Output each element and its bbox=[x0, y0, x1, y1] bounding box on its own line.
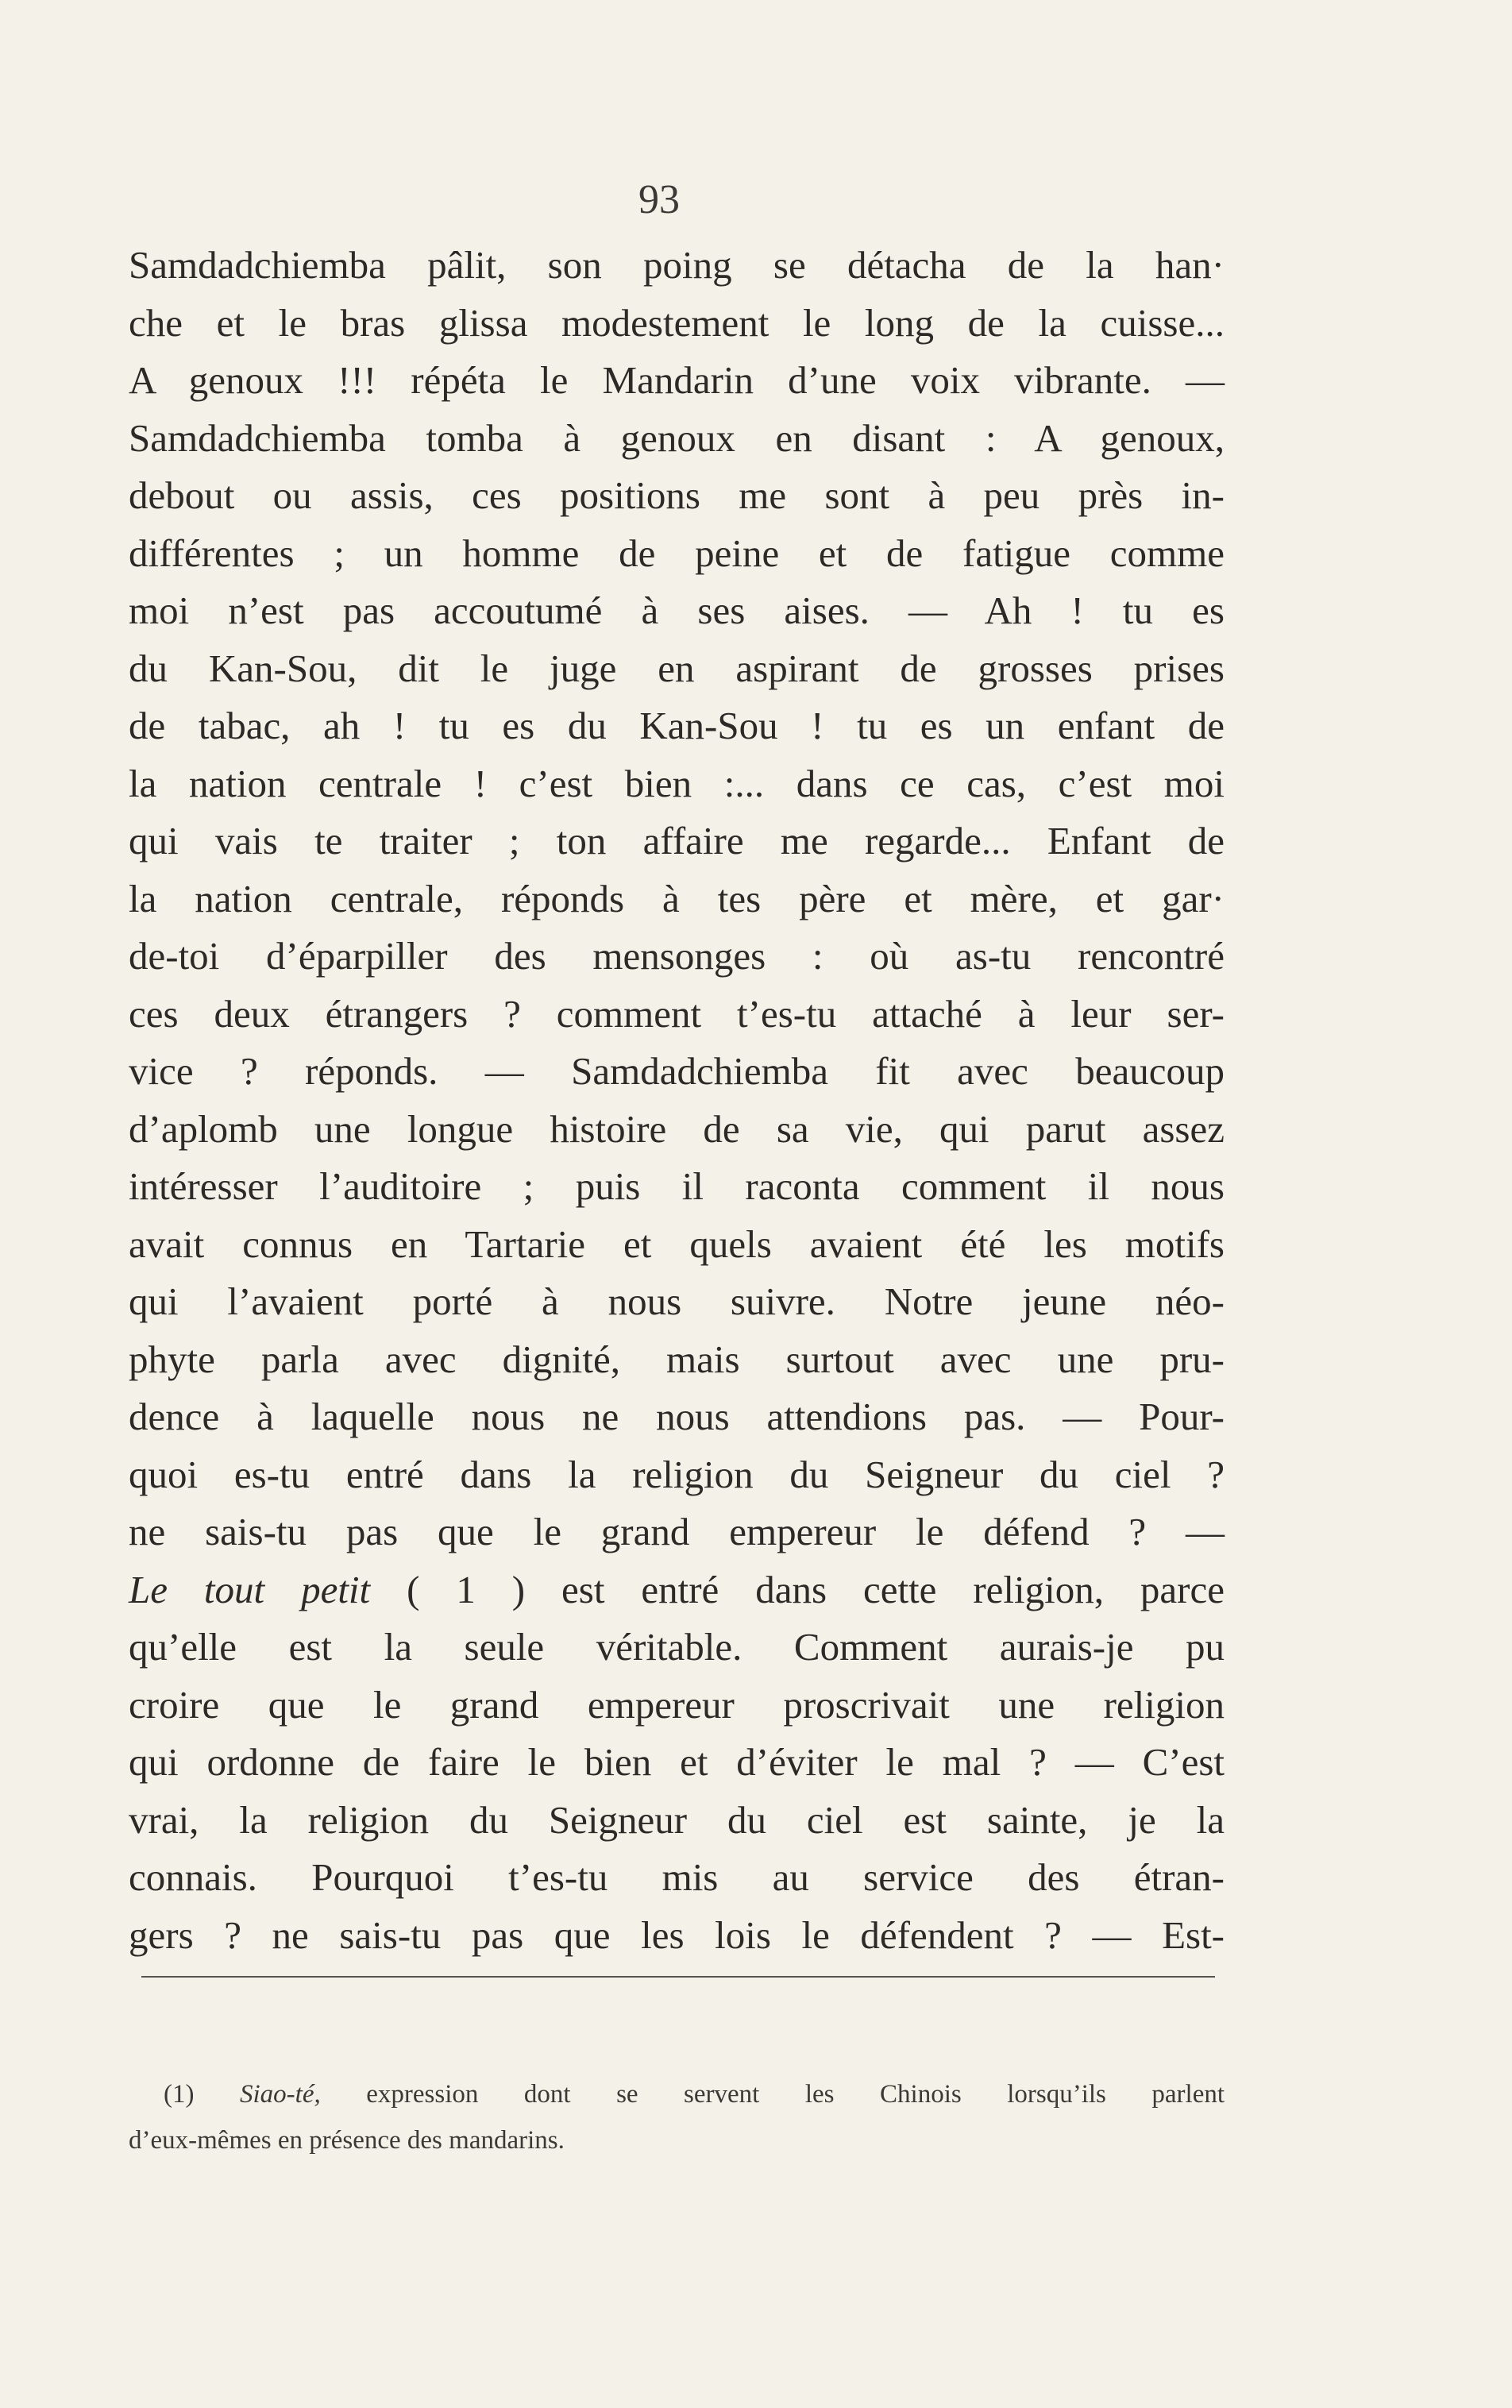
text-line: Samdadchiemba pâlit, son poing se détacha de la han· bbox=[129, 243, 1225, 287]
text-line: d’aplomb une longue histoire de sa vie, qui parut assez bbox=[129, 1106, 1225, 1151]
footnote bbox=[129, 2071, 1225, 2163]
text-line-with-italic bbox=[129, 1561, 1225, 1619]
text-line: quoi es-tu entré dans la religion du Seigneur du ciel ? bbox=[129, 1452, 1225, 1496]
text-line: che et le bras glissa modestement le long de la cuisse... bbox=[129, 300, 1225, 345]
footnote-text: expression dont se servent les Chinois lorsqu’ils parlent bbox=[366, 2080, 1225, 2109]
body-text bbox=[129, 237, 1225, 1964]
text-line: ne sais-tu pas que le grand empereur le défend ? — bbox=[129, 1510, 1225, 1553]
text-line: vice ? réponds. — Samdadchiemba fit avec beaucoup bbox=[129, 1049, 1225, 1093]
text-line: Samdadchiemba tomba à genoux en disant : A genoux, bbox=[129, 415, 1225, 460]
text-line: phyte parla avec dignité, mais surtout avec une pru- bbox=[129, 1337, 1225, 1381]
text-line: intéresser l’auditoire ; puis il raconta comment il nous bbox=[129, 1164, 1225, 1208]
text-line: qui vais te traiter ; ton affaire me regarde... Enfant de bbox=[129, 819, 1225, 862]
text-line: avait connus en Tartarie et quels avaient été les motifs bbox=[129, 1221, 1225, 1266]
text-line: qui ordonne de faire le bien et d’éviter le mal ? — C’est bbox=[129, 1740, 1225, 1784]
text-line: qu’elle est la seule véritable. Comment aurais-je pu bbox=[129, 1625, 1225, 1669]
text-line-rest: ( 1 ) est entré dans cette religion, parce bbox=[370, 1567, 1225, 1611]
text-line: connais. Pourquoi t’es-tu mis au service des étran- bbox=[129, 1855, 1225, 1899]
footnote-marker: (1) bbox=[164, 2080, 195, 2109]
text-line: ces deux étrangers ? comment t’es-tu attaché à leur ser- bbox=[129, 991, 1225, 1036]
text-line: A genoux !!! répéta le Mandarin d’une voix vibrante. — bbox=[129, 358, 1225, 402]
text-line: dence à laquelle nous ne nous attendions pas. — Pour- bbox=[129, 1395, 1225, 1438]
text-line: de tabac, ah ! tu es du Kan-Sou ! tu es un enfant de bbox=[129, 704, 1225, 747]
text-line: la nation centrale ! c’est bien :... dans ce cas, c’est moi bbox=[129, 761, 1225, 805]
footnote-term: Siao-té, bbox=[240, 2080, 321, 2109]
text-line: la nation centrale, réponds à tes père et mère, et gar· bbox=[129, 876, 1225, 920]
footnote-line: d’eux-mêmes en présence des mandarins. bbox=[129, 2126, 565, 2155]
text-line: gers ? ne sais-tu pas que les lois le défendent ? — Est- bbox=[129, 1912, 1225, 1957]
page-number: 93 bbox=[638, 177, 680, 222]
text-line: du Kan-Sou, dit le juge en aspirant de grosses prises bbox=[129, 646, 1225, 690]
text-line: debout ou assis, ces positions me sont à peu près in- bbox=[129, 473, 1225, 517]
italic-phrase: Le tout petit bbox=[129, 1567, 371, 1611]
text-line: de-toi d’éparpiller des mensonges : où as-tu rencontré bbox=[129, 934, 1225, 978]
text-line: moi n’est pas accoutumé à ses aises. — Ah ! tu es bbox=[129, 588, 1225, 632]
text-line: qui l’avaient porté à nous suivre. Notre jeune néo- bbox=[129, 1279, 1225, 1323]
text-line: différentes ; un homme de peine et de fatigue comme bbox=[129, 531, 1225, 575]
footnote-line bbox=[129, 2071, 1225, 2117]
text-line: croire que le grand empereur proscrivait une religion bbox=[129, 1682, 1225, 1727]
footnote-divider bbox=[141, 1976, 1215, 1978]
text-line: vrai, la religion du Seigneur du ciel est sainte, je la bbox=[129, 1797, 1225, 1842]
